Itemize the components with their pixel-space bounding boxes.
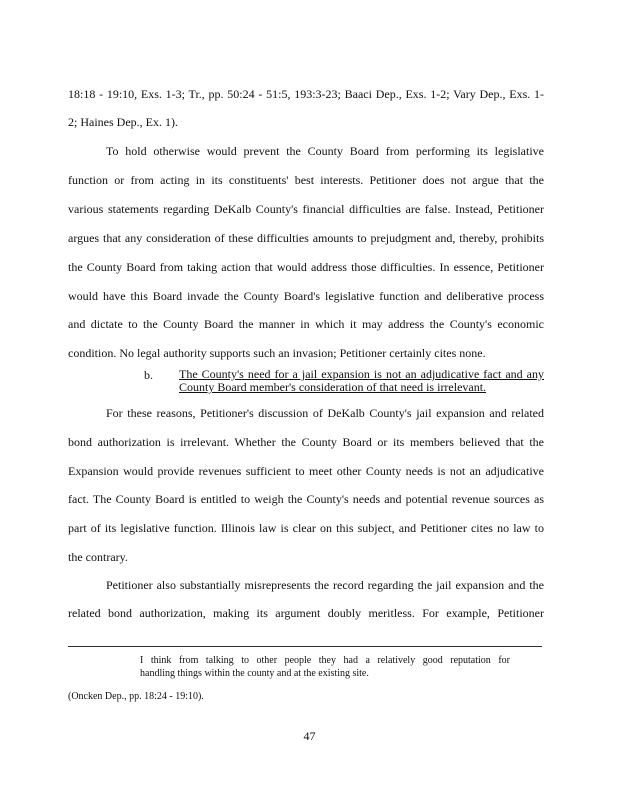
body-line: Petitioner also substantially misrepresents the record regarding the jail expansion and the	[106, 578, 544, 592]
body-line: To hold otherwise would prevent the County Board from performing its legislative	[106, 144, 544, 158]
body-line: related bond authorization, making its argument doubly meritless. For example, Petitioner	[68, 606, 544, 620]
footnote-quote-line: handling things within the county and at the existing site.	[140, 668, 369, 679]
footnote-quote-line: I think from talking to other people they had a relatively good reputation for	[140, 655, 510, 666]
page-number: 47	[303, 729, 316, 743]
body-line: bond authorization is irrelevant. Whether the County Board or its members believed that the	[68, 435, 544, 449]
body-line: fact. The County Board is entitled to weigh the County's needs and potential revenue sources as	[68, 492, 544, 506]
body-line: the County Board from taking action that would address those difficulties. In essence, Petitioner	[68, 260, 544, 274]
footnote-citation: (Oncken Dep., pp. 18:24 - 19:10).	[68, 691, 204, 702]
section-heading: County Board member's consideration of that need is irrelevant.	[179, 380, 487, 394]
body-line: various statements regarding DeKalb County's financial difficulties are false. Instead, Petitioner	[68, 202, 544, 216]
body-line: condition. No legal authority supports such an invasion; Petitioner certainly cites none.	[68, 346, 486, 360]
section-heading: The County's need for a jail expansion is not an adjudicative fact and any	[179, 367, 544, 381]
body-line: would have this Board invade the County Board's legislative function and deliberative process	[68, 289, 544, 303]
body-line: part of its legislative function. Illinois law is clear on this subject, and Petitioner cites no law to	[68, 521, 544, 535]
body-line: 18:18 - 19:10, Exs. 1-3; Tr., pp. 50:24 - 51:5, 193:3-23; Baaci Dep., Exs. 1-2; Vary Dep., Exs. 1-	[68, 87, 544, 101]
body-line: For these reasons, Petitioner's discussion of DeKalb County's jail expansion and related	[106, 406, 544, 420]
body-line: function or from acting in its constituents' best interests. Petitioner does not argue that the	[68, 173, 544, 187]
heading-marker: b.	[144, 368, 153, 382]
footnote-separator	[68, 646, 542, 647]
body-line: Expansion would provide revenues sufficient to meet other County needs is not an adjudicative	[68, 464, 544, 478]
body-line: argues that any consideration of these difficulties amounts to prejudgment and, thereby, prohibits	[68, 231, 544, 245]
body-line: and dictate to the County Board the manner in which it may address the County's economic	[68, 317, 544, 331]
body-line: the contrary.	[68, 550, 128, 564]
body-line: 2; Haines Dep., Ex. 1).	[68, 115, 178, 129]
